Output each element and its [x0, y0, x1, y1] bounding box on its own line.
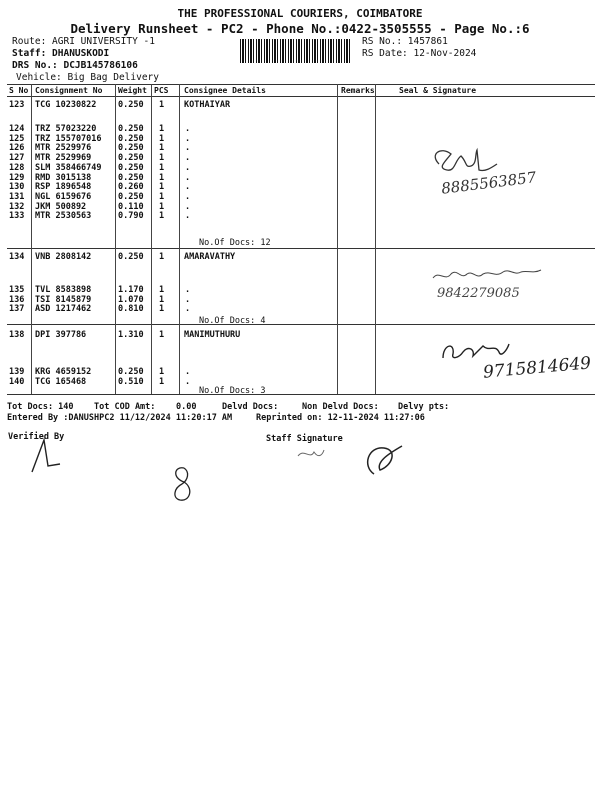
- row-weight: 0.250: [118, 100, 144, 110]
- row-consignment: JKM 500892: [35, 201, 87, 212]
- row-sno: 134: [9, 252, 25, 262]
- rs-date: RS Date: 12-Nov-2024: [362, 48, 477, 59]
- row-sno: 126: [9, 143, 25, 154]
- row-consignment: SLM 358466749: [35, 162, 102, 173]
- row-pcs: 1: [159, 211, 165, 222]
- row-consignment: RSP 1896548: [35, 182, 92, 193]
- drs-info: DRS No.: DCJB145786106: [12, 60, 138, 71]
- row-sno: 131: [9, 191, 25, 202]
- total-cod-value: 0.00: [176, 402, 197, 412]
- row-sno: 129: [9, 172, 25, 183]
- row-consignee-mark: .: [185, 182, 191, 193]
- row-weight: 0.260: [118, 182, 144, 193]
- row-sno: 127: [9, 153, 25, 164]
- phone-handwritten-2: 9842279085: [437, 286, 520, 301]
- row-sno: 133: [9, 211, 25, 222]
- col-consignment: Consignment No: [35, 86, 103, 95]
- row-weight: 0.250: [118, 143, 144, 154]
- row-consignment: RMD 3015138: [35, 172, 92, 183]
- row-pcs: 1: [159, 153, 165, 164]
- row-weight: 0.110: [118, 201, 144, 212]
- row-consignee-mark: .: [185, 143, 191, 154]
- reprinted-on: Reprinted on: 12-11-2024 11:27:06: [256, 413, 425, 423]
- initial-mark-icon: [164, 462, 204, 510]
- route-info: Route: AGRI UNIVERSITY -1: [12, 36, 155, 47]
- row-sno: 130: [9, 182, 25, 193]
- row-pcs: 1: [159, 191, 165, 202]
- rs-number: RS No.: 1457861: [362, 36, 448, 47]
- row-pcs: 1: [159, 285, 165, 295]
- row-pcs: 1: [159, 304, 165, 315]
- row-sno: 124: [9, 124, 25, 134]
- vehicle-info: Vehicle: Big Bag Delivery: [16, 72, 159, 83]
- row-pcs: 1: [159, 367, 165, 377]
- row-consignee-mark: .: [185, 201, 191, 212]
- row-consignment: NGL 6159676: [35, 191, 92, 202]
- row-weight: 0.250: [118, 191, 144, 202]
- staff-info: Staff: DHANUSKODI: [12, 48, 110, 59]
- row-sno: 136: [9, 294, 25, 305]
- signature-group-1: [427, 142, 567, 202]
- docs-count: No.Of Docs: 4: [199, 316, 266, 326]
- non-delivered-docs: Non Delvd Docs:: [302, 402, 379, 412]
- delivered-docs: Delvd Docs:: [222, 402, 279, 412]
- runsheet-table: [7, 84, 595, 400]
- staff-signature-icon: [290, 440, 420, 480]
- row-consignment: VNB 2808142: [35, 252, 92, 262]
- row-weight: 0.250: [118, 252, 144, 262]
- row-consignment: TRZ 155707016: [35, 133, 102, 144]
- row-consignee-mark: .: [185, 124, 191, 134]
- row-consignment: MTR 2529969: [35, 153, 92, 164]
- row-weight: 1.170: [118, 285, 144, 295]
- col-remarks: Remarks: [341, 86, 375, 95]
- row-sno: 128: [9, 162, 25, 173]
- row-pcs: 1: [159, 294, 165, 305]
- barcode-icon: [240, 39, 352, 63]
- row-weight: 0.250: [118, 153, 144, 164]
- row-consignment: ASD 1217462: [35, 304, 92, 315]
- docs-count: No.Of Docs: 12: [199, 238, 271, 248]
- total-docs: Tot Docs: 140: [7, 402, 74, 412]
- signature-group-2: [425, 262, 585, 318]
- consignee-name: AMARAVATHY: [184, 252, 236, 262]
- delivery-points: Delvy pts:: [398, 402, 450, 412]
- company-title: THE PROFESSIONAL COURIERS, COIMBATORE: [177, 7, 423, 20]
- row-consignment: TVL 8583898: [35, 285, 92, 295]
- row-sno: 137: [9, 304, 25, 315]
- verified-by-label: Verified By: [8, 432, 65, 442]
- runsheet-subtitle: Delivery Runsheet - PC2 - Phone No.:0422-3505555 - Page No.:6: [70, 21, 530, 36]
- row-consignment: DPI 397786: [35, 330, 87, 340]
- row-sno: 135: [9, 285, 25, 295]
- row-sno: 138: [9, 330, 25, 340]
- row-consignment: TCG 10230822: [35, 100, 97, 110]
- row-weight: 0.510: [118, 376, 144, 387]
- col-pcs: PCS: [154, 86, 169, 95]
- row-consignee-mark: .: [185, 211, 191, 222]
- row-consignee-mark: .: [185, 172, 191, 183]
- row-pcs: 1: [159, 330, 165, 340]
- row-consignee-mark: .: [185, 367, 191, 377]
- row-weight: 0.250: [118, 367, 144, 377]
- row-weight: 1.070: [118, 294, 144, 305]
- row-consignee-mark: .: [185, 191, 191, 202]
- phone-handwritten-3: 9715814649: [482, 353, 592, 383]
- row-weight: 0.810: [118, 304, 144, 315]
- row-consignee-mark: .: [185, 285, 191, 295]
- total-cod-label: Tot COD Amt:: [94, 402, 156, 412]
- row-sno: 123: [9, 100, 25, 110]
- row-consignee-mark: .: [185, 304, 191, 315]
- row-consignee-mark: .: [185, 162, 191, 173]
- col-seal-signature: Seal & Signature: [399, 86, 477, 95]
- row-pcs: 1: [159, 143, 165, 154]
- phone-handwritten-1: 8885563857: [440, 168, 538, 198]
- verifier-signature-icon: [20, 436, 80, 476]
- row-consignee-mark: .: [185, 153, 191, 164]
- row-sno: 139: [9, 367, 25, 377]
- row-weight: 0.250: [118, 133, 144, 144]
- row-pcs: 1: [159, 252, 165, 262]
- row-pcs: 1: [159, 376, 165, 387]
- row-consignment: TCG 165468: [35, 376, 87, 387]
- row-weight: 0.790: [118, 211, 144, 222]
- row-pcs: 1: [159, 182, 165, 193]
- row-sno: 125: [9, 133, 25, 144]
- row-sno: 132: [9, 201, 25, 212]
- signature-group-3: [435, 334, 595, 396]
- row-pcs: 1: [159, 172, 165, 183]
- row-consignment: MTR 2530563: [35, 211, 92, 222]
- row-consignee-mark: .: [185, 376, 191, 387]
- row-consignment: TSI 8145879: [35, 294, 92, 305]
- row-consignment: KRG 4659152: [35, 367, 92, 377]
- col-consignee: Consignee Details: [184, 86, 266, 95]
- row-consignment: MTR 2529976: [35, 143, 92, 154]
- row-pcs: 1: [159, 162, 165, 173]
- row-consignee-mark: .: [185, 294, 191, 305]
- row-weight: 0.250: [118, 162, 144, 173]
- docs-count: No.Of Docs: 3: [199, 386, 266, 396]
- row-consignment: TRZ 57023220: [35, 124, 97, 134]
- staff-signature-label: Staff Signature: [266, 434, 343, 444]
- consignee-name: MANIMUTHURU: [184, 330, 241, 340]
- row-pcs: 1: [159, 201, 165, 212]
- row-pcs: 1: [159, 100, 165, 110]
- row-pcs: 1: [159, 133, 165, 144]
- entered-by: Entered By :DANUSHPC2 11/12/2024 11:20:17 AM: [7, 413, 233, 423]
- row-consignee-mark: .: [185, 133, 191, 144]
- row-weight: 1.310: [118, 330, 144, 340]
- row-pcs: 1: [159, 124, 165, 134]
- row-sno: 140: [9, 376, 25, 387]
- row-weight: 0.250: [118, 124, 144, 134]
- consignee-name: KOTHAIYAR: [184, 100, 231, 110]
- row-weight: 0.250: [118, 172, 144, 183]
- col-weight: Weight: [118, 86, 147, 95]
- col-sno: S No: [9, 86, 29, 95]
